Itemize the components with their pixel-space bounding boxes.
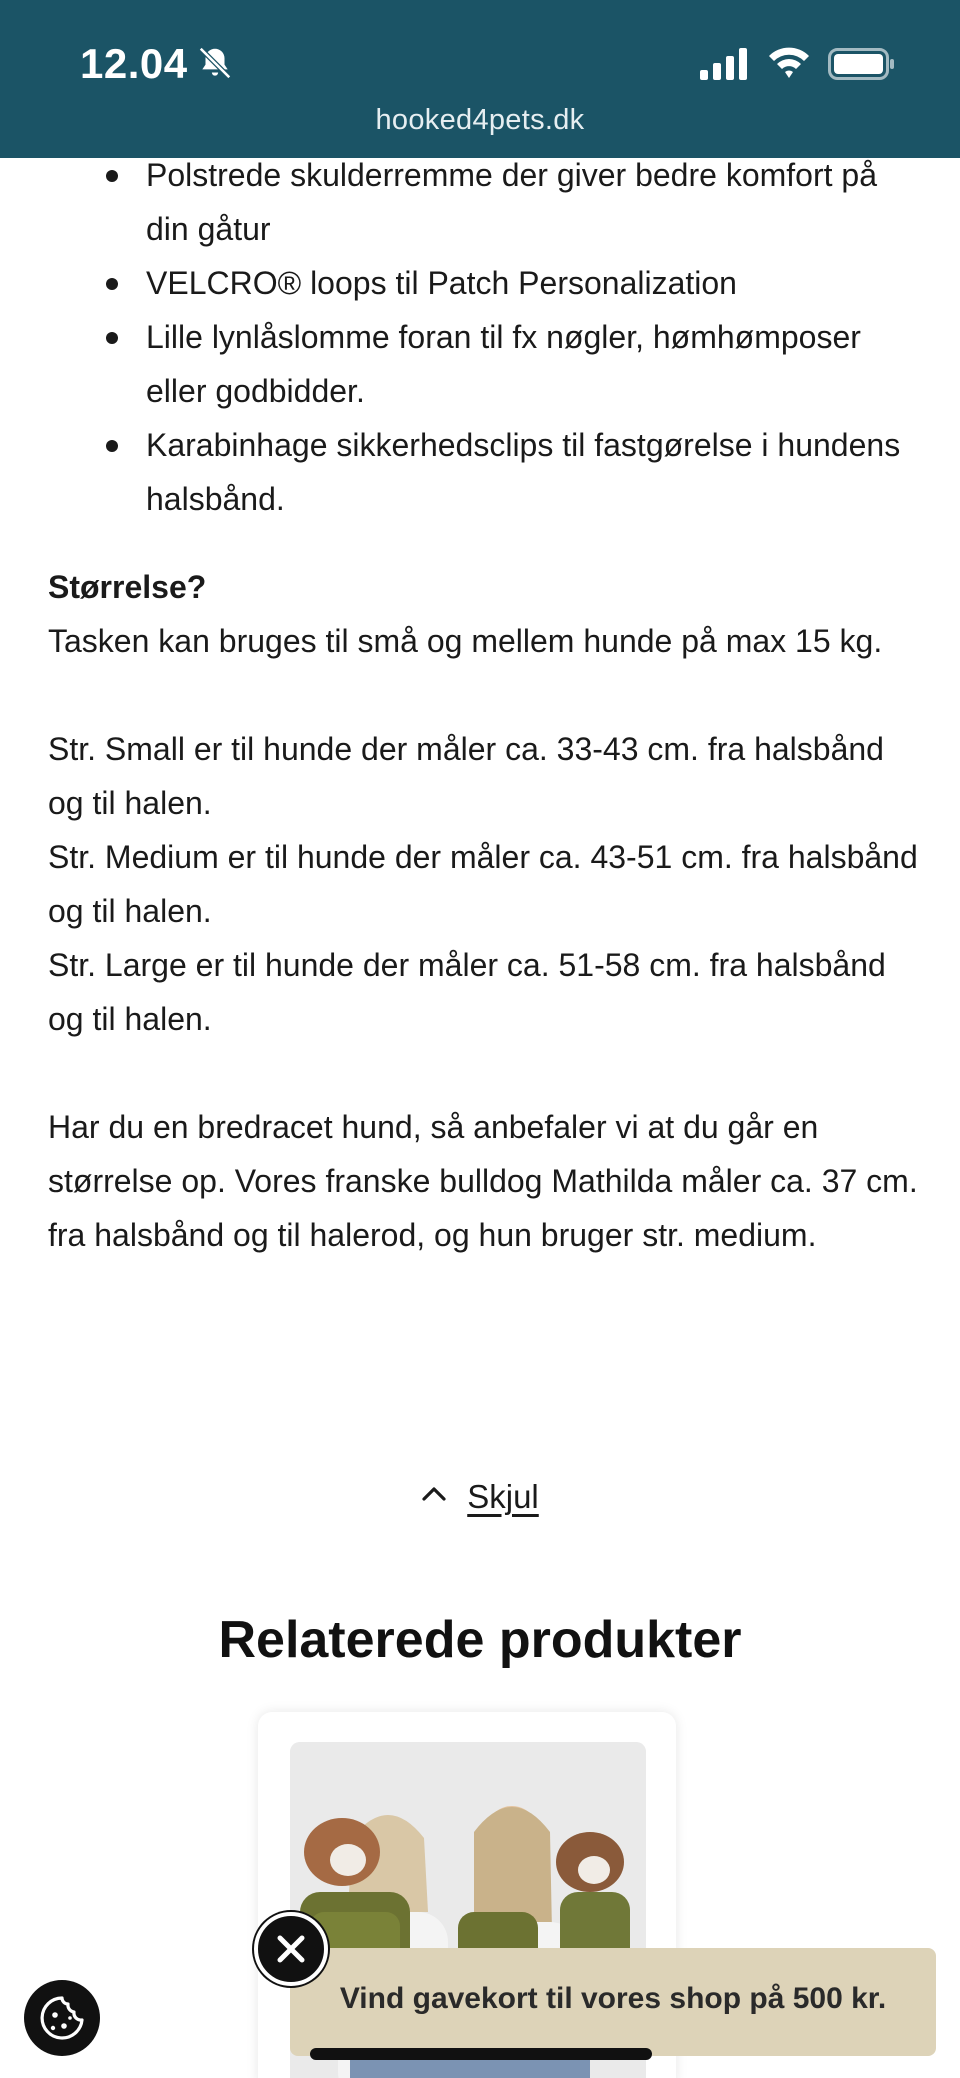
collapse-label: Skjul <box>467 1478 539 1515</box>
collapse-button[interactable] <box>0 1478 960 1516</box>
bell-muted-icon <box>196 44 234 82</box>
close-promo-button[interactable] <box>254 1912 328 1986</box>
product-description-top <box>48 148 918 526</box>
cookie-settings-button[interactable] <box>24 1980 100 2056</box>
status-bar <box>0 0 960 158</box>
wifi-icon <box>766 44 812 80</box>
list-item: Lille lynlåslomme foran til fx nøgler, hømhømposer eller godbidder. <box>146 310 918 418</box>
feature-list <box>146 148 918 526</box>
home-indicator[interactable] <box>310 2048 652 2060</box>
battery-icon <box>828 48 896 80</box>
size-intro: Tasken kan bruges til små og mellem hunde på max 15 kg. <box>48 623 883 659</box>
promo-banner[interactable] <box>290 1948 936 2056</box>
size-section <box>48 560 928 1262</box>
browser-url[interactable]: hooked4pets.dk <box>375 104 585 136</box>
list-item: VELCRO® loops til Patch Personalization <box>146 256 918 310</box>
size-note: Har du en bredracet hund, så anbefaler vi at du går en størrelse op. Vores franske bulldog Mathilda måler ca. 37 cm. fra halsbånd og til halerod, og hun bruger str. medium. <box>48 1109 918 1253</box>
status-time: 12.04 <box>80 40 188 87</box>
cookie-icon <box>24 1980 100 2056</box>
cellular-signal-icon <box>700 48 750 80</box>
list-item: Karabinhage sikkerhedsclips til fastgørelse i hundens halsbånd. <box>146 418 918 526</box>
promo-text: Vind gavekort til vores shop på 500 kr. <box>339 1982 887 2015</box>
list-item: Polstrede skulderremme der giver bedre komfort på din gåtur <box>146 148 918 256</box>
size-large: Str. Large er til hunde der måler ca. 51-58 cm. fra halsbånd og til halen. <box>48 947 886 1037</box>
related-products-title: Relaterede produkter <box>218 1611 742 1669</box>
size-medium: Str. Medium er til hunde der måler ca. 43-51 cm. fra halsbånd og til halen. <box>48 839 918 929</box>
close-icon <box>258 1916 324 1982</box>
chevron-up-icon <box>421 1484 447 1502</box>
size-small: Str. Small er til hunde der måler ca. 33-43 cm. fra halsbånd og til halen. <box>48 731 884 821</box>
size-heading: Størrelse? <box>48 569 207 605</box>
